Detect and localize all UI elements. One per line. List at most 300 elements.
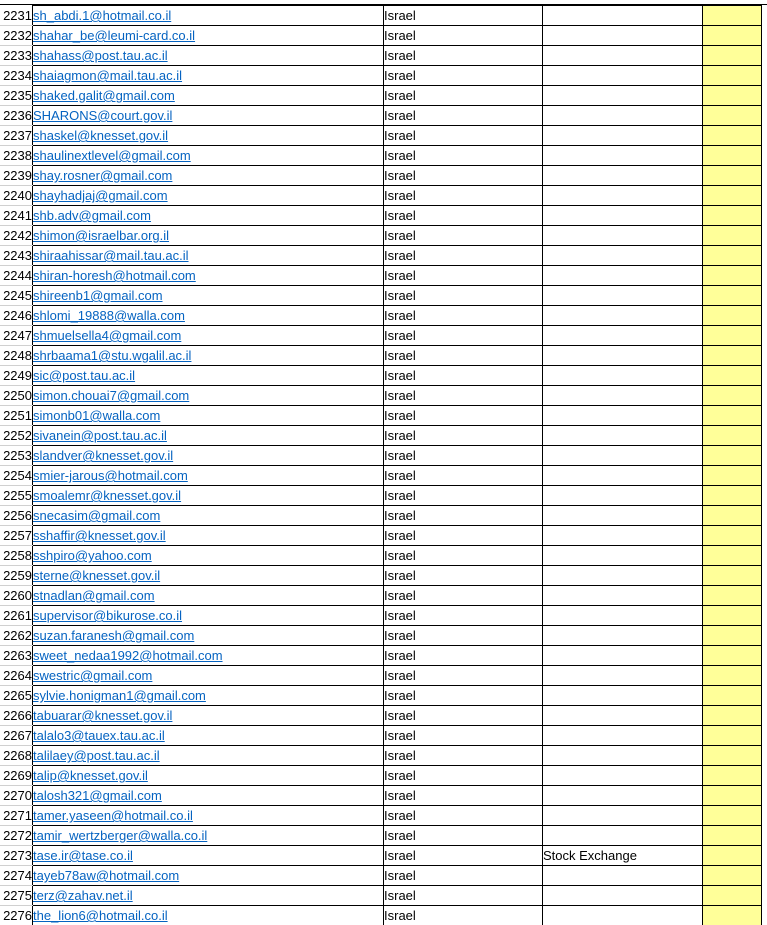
email-cell[interactable] (33, 386, 384, 406)
highlighted-cell[interactable] (703, 726, 762, 746)
highlighted-cell[interactable] (703, 106, 762, 126)
country-cell[interactable]: Israel (384, 486, 543, 506)
note-cell[interactable] (543, 166, 703, 186)
email-cell[interactable] (33, 346, 384, 366)
table-row (0, 546, 762, 566)
row-number[interactable]: 2257 (0, 526, 33, 546)
row-number[interactable]: 2251 (0, 406, 33, 426)
row-number[interactable]: 2234 (0, 66, 33, 86)
email-cell[interactable] (33, 106, 384, 126)
highlighted-cell[interactable] (703, 606, 762, 626)
note-cell[interactable] (543, 646, 703, 666)
email-cell[interactable] (33, 526, 384, 546)
table-row (0, 326, 762, 346)
highlighted-cell[interactable] (703, 786, 762, 806)
row-number[interactable]: 2276 (0, 906, 33, 925)
highlighted-cell[interactable] (703, 186, 762, 206)
note-cell[interactable] (543, 46, 703, 66)
email-cell[interactable] (33, 806, 384, 826)
highlighted-cell[interactable] (703, 686, 762, 706)
email-link[interactable]: shiran-horesh@hotmail.com (33, 268, 196, 283)
country-cell[interactable]: Israel (384, 246, 543, 266)
email-link[interactable]: sweet_nedaa1992@hotmail.com (33, 648, 223, 663)
row-number[interactable]: 2264 (0, 666, 33, 686)
note-cell[interactable] (543, 246, 703, 266)
email-cell[interactable] (33, 726, 384, 746)
email-cell[interactable] (33, 426, 384, 446)
table-row (0, 866, 762, 886)
highlighted-cell[interactable] (703, 586, 762, 606)
row-number[interactable]: 2245 (0, 286, 33, 306)
email-link[interactable]: shmuelsella4@gmail.com (33, 328, 182, 343)
row-number[interactable]: 2270 (0, 786, 33, 806)
email-link[interactable]: slandver@knesset.gov.il (33, 448, 174, 463)
email-link[interactable]: swestric@gmail.com (33, 668, 153, 683)
row-number[interactable]: 2271 (0, 806, 33, 826)
note-cell[interactable] (543, 26, 703, 46)
highlighted-cell[interactable] (703, 886, 762, 906)
email-cell[interactable] (33, 326, 384, 346)
email-link[interactable]: snecasim@gmail.com (33, 508, 161, 523)
note-cell[interactable] (543, 706, 703, 726)
row-number[interactable]: 2247 (0, 326, 33, 346)
note-cell[interactable] (543, 486, 703, 506)
email-link[interactable]: smier-jarous@hotmail.com (33, 468, 188, 483)
note-cell[interactable] (543, 666, 703, 686)
email-link[interactable]: sshpiro@yahoo.com (33, 548, 152, 563)
highlighted-cell[interactable] (703, 66, 762, 86)
highlighted-cell[interactable] (703, 746, 762, 766)
row-number[interactable]: 2238 (0, 146, 33, 166)
email-link[interactable]: shayhadjaj@gmail.com (33, 188, 168, 203)
highlighted-cell[interactable] (703, 706, 762, 726)
table-row (0, 66, 762, 86)
email-cell[interactable] (33, 166, 384, 186)
email-link[interactable]: talosh321@gmail.com (33, 788, 162, 803)
email-link[interactable]: sh_abdi.1@hotmail.co.il (33, 8, 172, 23)
country-cell[interactable]: Israel (384, 186, 543, 206)
country-cell[interactable]: Israel (384, 326, 543, 346)
row-number[interactable]: 2248 (0, 346, 33, 366)
email-cell[interactable] (33, 6, 384, 26)
table-row (0, 406, 762, 426)
email-cell[interactable] (33, 446, 384, 466)
note-cell[interactable] (543, 126, 703, 146)
email-link[interactable]: shrbaama1@stu.wgalil.ac.il (33, 348, 192, 363)
row-number[interactable]: 2241 (0, 206, 33, 226)
highlighted-cell[interactable] (703, 326, 762, 346)
note-cell[interactable] (543, 206, 703, 226)
highlighted-cell[interactable] (703, 226, 762, 246)
email-cell[interactable] (33, 466, 384, 486)
email-cell[interactable] (33, 646, 384, 666)
table-row (0, 686, 762, 706)
country-cell[interactable]: Israel (384, 686, 543, 706)
country-cell[interactable]: Israel (384, 26, 543, 46)
row-number[interactable]: 2259 (0, 566, 33, 586)
email-link[interactable]: shlomi_19888@walla.com (33, 308, 185, 323)
highlighted-cell[interactable] (703, 546, 762, 566)
highlighted-cell[interactable] (703, 486, 762, 506)
email-cell[interactable] (33, 66, 384, 86)
country-cell[interactable]: Israel (384, 406, 543, 426)
grid-body (0, 6, 762, 925)
note-cell[interactable] (543, 546, 703, 566)
row-number[interactable]: 2274 (0, 866, 33, 886)
row-number[interactable]: 2267 (0, 726, 33, 746)
note-cell[interactable] (543, 146, 703, 166)
country-cell[interactable]: Israel (384, 226, 543, 246)
row-number[interactable]: 2242 (0, 226, 33, 246)
email-cell[interactable] (33, 146, 384, 166)
note-cell[interactable] (543, 386, 703, 406)
email-cell[interactable] (33, 506, 384, 526)
row-number[interactable]: 2253 (0, 446, 33, 466)
note-cell[interactable] (543, 686, 703, 706)
row-number[interactable]: 2272 (0, 826, 33, 846)
email-cell[interactable] (33, 586, 384, 606)
highlighted-cell[interactable] (703, 246, 762, 266)
row-number[interactable]: 2254 (0, 466, 33, 486)
email-cell[interactable] (33, 686, 384, 706)
country-cell[interactable]: Israel (384, 426, 543, 446)
table-row (0, 106, 762, 126)
email-cell[interactable] (33, 46, 384, 66)
email-cell[interactable] (33, 486, 384, 506)
row-number[interactable]: 2252 (0, 426, 33, 446)
note-cell[interactable]: Stock Exchange (543, 846, 703, 866)
row-number[interactable]: 2258 (0, 546, 33, 566)
note-cell[interactable] (543, 606, 703, 626)
country-cell[interactable]: Israel (384, 386, 543, 406)
country-cell[interactable]: Israel (384, 886, 543, 906)
email-link[interactable]: terz@zahav.net.il (33, 888, 133, 903)
email-cell[interactable] (33, 626, 384, 646)
email-cell[interactable] (33, 766, 384, 786)
country-cell[interactable]: Israel (384, 66, 543, 86)
country-cell[interactable]: Israel (384, 506, 543, 526)
note-cell[interactable] (543, 346, 703, 366)
email-link[interactable]: shaulinextlevel@gmail.com (33, 148, 191, 163)
email-link[interactable]: shiraahissar@mail.tau.ac.il (33, 248, 189, 263)
row-number[interactable]: 2265 (0, 686, 33, 706)
highlighted-cell[interactable] (703, 566, 762, 586)
highlighted-cell[interactable] (703, 666, 762, 686)
country-cell[interactable]: Israel (384, 346, 543, 366)
country-cell[interactable]: Israel (384, 546, 543, 566)
email-link[interactable]: shaked.galit@gmail.com (33, 88, 175, 103)
email-cell[interactable] (33, 666, 384, 686)
note-cell[interactable] (543, 586, 703, 606)
country-cell[interactable]: Israel (384, 566, 543, 586)
country-cell[interactable]: Israel (384, 126, 543, 146)
email-link[interactable]: tase.ir@tase.co.il (33, 848, 133, 863)
country-cell[interactable]: Israel (384, 866, 543, 886)
highlighted-cell[interactable] (703, 166, 762, 186)
country-cell[interactable]: Israel (384, 446, 543, 466)
row-number[interactable]: 2249 (0, 366, 33, 386)
email-cell[interactable] (33, 886, 384, 906)
highlighted-cell[interactable] (703, 906, 762, 925)
email-link[interactable]: shireenb1@gmail.com (33, 288, 163, 303)
note-cell[interactable] (543, 746, 703, 766)
row-number[interactable]: 2250 (0, 386, 33, 406)
highlighted-cell[interactable] (703, 46, 762, 66)
email-link[interactable]: tayeb78aw@hotmail.com (33, 868, 180, 883)
email-link[interactable]: stnadlan@gmail.com (33, 588, 155, 603)
table-row (0, 766, 762, 786)
country-cell[interactable]: Israel (384, 706, 543, 726)
highlighted-cell[interactable] (703, 406, 762, 426)
highlighted-cell[interactable] (703, 366, 762, 386)
highlighted-cell[interactable] (703, 146, 762, 166)
email-cell[interactable] (33, 286, 384, 306)
highlighted-cell[interactable] (703, 506, 762, 526)
note-cell[interactable] (543, 806, 703, 826)
table-row (0, 786, 762, 806)
email-link[interactable]: talip@knesset.gov.il (33, 768, 148, 783)
email-link[interactable]: tamir_wertzberger@walla.co.il (33, 828, 208, 843)
note-cell[interactable] (543, 866, 703, 886)
country-cell[interactable]: Israel (384, 46, 543, 66)
email-link[interactable]: SHARONS@court.gov.il (33, 108, 173, 123)
email-link[interactable]: sshaffir@knesset.gov.il (33, 528, 166, 543)
email-cell[interactable] (33, 866, 384, 886)
email-cell[interactable] (33, 186, 384, 206)
email-link[interactable]: sylvie.honigman1@gmail.com (33, 688, 206, 703)
row-number[interactable]: 2269 (0, 766, 33, 786)
country-cell[interactable]: Israel (384, 526, 543, 546)
country-cell[interactable]: Israel (384, 366, 543, 386)
email-link[interactable]: suzan.faranesh@gmail.com (33, 628, 195, 643)
email-cell[interactable] (33, 226, 384, 246)
note-cell[interactable] (543, 826, 703, 846)
note-cell[interactable] (543, 526, 703, 546)
country-cell[interactable]: Israel (384, 6, 543, 26)
highlighted-cell[interactable] (703, 866, 762, 886)
email-cell[interactable] (33, 126, 384, 146)
highlighted-cell[interactable] (703, 826, 762, 846)
country-cell[interactable]: Israel (384, 766, 543, 786)
country-cell[interactable]: Israel (384, 146, 543, 166)
note-cell[interactable] (543, 466, 703, 486)
row-number[interactable]: 2237 (0, 126, 33, 146)
note-cell[interactable] (543, 286, 703, 306)
table-row (0, 306, 762, 326)
email-cell[interactable] (33, 846, 384, 866)
note-cell[interactable] (543, 406, 703, 426)
country-cell[interactable]: Israel (384, 166, 543, 186)
email-link[interactable]: tamer.yaseen@hotmail.co.il (33, 808, 193, 823)
row-number[interactable]: 2240 (0, 186, 33, 206)
note-cell[interactable] (543, 626, 703, 646)
email-link[interactable]: supervisor@bikurose.co.il (33, 608, 183, 623)
row-number[interactable]: 2256 (0, 506, 33, 526)
country-cell[interactable]: Israel (384, 646, 543, 666)
email-link[interactable]: sic@post.tau.ac.il (33, 368, 136, 383)
highlighted-cell[interactable] (703, 346, 762, 366)
row-number[interactable]: 2255 (0, 486, 33, 506)
highlighted-cell[interactable] (703, 806, 762, 826)
highlighted-cell[interactable] (703, 846, 762, 866)
note-cell[interactable] (543, 566, 703, 586)
email-cell[interactable] (33, 826, 384, 846)
row-number[interactable]: 2239 (0, 166, 33, 186)
highlighted-cell[interactable] (703, 526, 762, 546)
highlighted-cell[interactable] (703, 126, 762, 146)
row-number[interactable]: 2235 (0, 86, 33, 106)
country-cell[interactable]: Israel (384, 306, 543, 326)
table-row (0, 886, 762, 906)
note-cell[interactable] (543, 306, 703, 326)
email-link[interactable]: sterne@knesset.gov.il (33, 568, 161, 583)
note-cell[interactable] (543, 766, 703, 786)
country-cell[interactable]: Israel (384, 726, 543, 746)
row-number[interactable]: 2246 (0, 306, 33, 326)
highlighted-cell[interactable] (703, 626, 762, 646)
email-link[interactable]: simon.chouai7@gmail.com (33, 388, 190, 403)
table-row (0, 666, 762, 686)
email-cell[interactable] (33, 306, 384, 326)
row-number[interactable]: 2261 (0, 606, 33, 626)
table-row (0, 626, 762, 646)
email-cell[interactable] (33, 246, 384, 266)
note-cell[interactable] (543, 326, 703, 346)
table-row (0, 806, 762, 826)
table-row (0, 506, 762, 526)
row-number[interactable]: 2275 (0, 886, 33, 906)
highlighted-cell[interactable] (703, 266, 762, 286)
country-cell[interactable]: Israel (384, 86, 543, 106)
email-cell[interactable] (33, 266, 384, 286)
country-cell[interactable]: Israel (384, 606, 543, 626)
table-row (0, 226, 762, 246)
email-link[interactable]: talalo3@tauex.tau.ac.il (33, 728, 165, 743)
row-number[interactable]: 2268 (0, 746, 33, 766)
note-cell[interactable] (543, 726, 703, 746)
table-row (0, 126, 762, 146)
email-link[interactable]: shaskel@knesset.gov.il (33, 128, 169, 143)
email-link[interactable]: tabuarar@knesset.gov.il (33, 708, 173, 723)
table-row (0, 646, 762, 666)
note-cell[interactable] (543, 426, 703, 446)
email-link[interactable]: shaiagmon@mail.tau.ac.il (33, 68, 183, 83)
country-cell[interactable]: Israel (384, 786, 543, 806)
note-cell[interactable] (543, 266, 703, 286)
table-row (0, 426, 762, 446)
row-number[interactable]: 2260 (0, 586, 33, 606)
note-cell[interactable] (543, 6, 703, 26)
country-cell[interactable]: Israel (384, 746, 543, 766)
email-cell[interactable] (33, 906, 384, 925)
email-link[interactable]: shimon@israelbar.org.il (33, 228, 170, 243)
email-cell[interactable] (33, 786, 384, 806)
highlighted-cell[interactable] (703, 426, 762, 446)
country-cell[interactable]: Israel (384, 466, 543, 486)
email-cell[interactable] (33, 26, 384, 46)
row-number[interactable]: 2262 (0, 626, 33, 646)
country-cell[interactable]: Israel (384, 626, 543, 646)
note-cell[interactable] (543, 226, 703, 246)
email-cell[interactable] (33, 546, 384, 566)
email-cell[interactable] (33, 606, 384, 626)
country-cell[interactable]: Israel (384, 106, 543, 126)
email-link[interactable]: talilaey@post.tau.ac.il (33, 748, 160, 763)
highlighted-cell[interactable] (703, 206, 762, 226)
note-cell[interactable] (543, 86, 703, 106)
note-cell[interactable] (543, 446, 703, 466)
table-row (0, 206, 762, 226)
email-cell[interactable] (33, 406, 384, 426)
email-link[interactable]: smoalemr@knesset.gov.il (33, 488, 182, 503)
table-row (0, 586, 762, 606)
note-cell[interactable] (543, 506, 703, 526)
note-cell[interactable] (543, 366, 703, 386)
note-cell[interactable] (543, 106, 703, 126)
row-number[interactable]: 2236 (0, 106, 33, 126)
highlighted-cell[interactable] (703, 306, 762, 326)
note-cell[interactable] (543, 786, 703, 806)
country-cell[interactable]: Israel (384, 666, 543, 686)
note-cell[interactable] (543, 186, 703, 206)
note-cell[interactable] (543, 66, 703, 86)
email-link[interactable]: the_lion6@hotmail.co.il (33, 908, 168, 923)
table-row (0, 386, 762, 406)
row-number[interactable]: 2232 (0, 26, 33, 46)
email-cell[interactable] (33, 746, 384, 766)
highlighted-cell[interactable] (703, 6, 762, 26)
email-cell[interactable] (33, 86, 384, 106)
email-cell[interactable] (33, 366, 384, 386)
country-cell[interactable]: Israel (384, 906, 543, 925)
email-cell[interactable] (33, 206, 384, 226)
highlighted-cell[interactable] (703, 766, 762, 786)
email-link[interactable]: simonb01@walla.com (33, 408, 161, 423)
highlighted-cell[interactable] (703, 26, 762, 46)
highlighted-cell[interactable] (703, 446, 762, 466)
email-link[interactable]: shahass@post.tau.ac.il (33, 48, 168, 63)
country-cell[interactable]: Israel (384, 286, 543, 306)
row-number[interactable]: 2243 (0, 246, 33, 266)
highlighted-cell[interactable] (703, 286, 762, 306)
country-cell[interactable]: Israel (384, 266, 543, 286)
country-cell[interactable]: Israel (384, 826, 543, 846)
email-cell[interactable] (33, 706, 384, 726)
email-link[interactable]: sivanein@post.tau.ac.il (33, 428, 167, 443)
row-number[interactable]: 2266 (0, 706, 33, 726)
note-cell[interactable] (543, 906, 703, 925)
highlighted-cell[interactable] (703, 86, 762, 106)
row-number[interactable]: 2263 (0, 646, 33, 666)
email-link[interactable]: shay.rosner@gmail.com (33, 168, 173, 183)
highlighted-cell[interactable] (703, 386, 762, 406)
email-cell[interactable] (33, 566, 384, 586)
country-cell[interactable]: Israel (384, 806, 543, 826)
email-link[interactable]: shahar_be@leumi-card.co.il (33, 28, 196, 43)
country-cell[interactable]: Israel (384, 586, 543, 606)
row-number[interactable]: 2244 (0, 266, 33, 286)
row-number[interactable]: 2231 (0, 6, 33, 26)
highlighted-cell[interactable] (703, 466, 762, 486)
highlighted-cell[interactable] (703, 646, 762, 666)
email-link[interactable]: shb.adv@gmail.com (33, 208, 151, 223)
country-cell[interactable]: Israel (384, 846, 543, 866)
row-number[interactable]: 2233 (0, 46, 33, 66)
note-cell[interactable] (543, 886, 703, 906)
country-cell[interactable]: Israel (384, 206, 543, 226)
table-row (0, 906, 762, 925)
row-number[interactable]: 2273 (0, 846, 33, 866)
